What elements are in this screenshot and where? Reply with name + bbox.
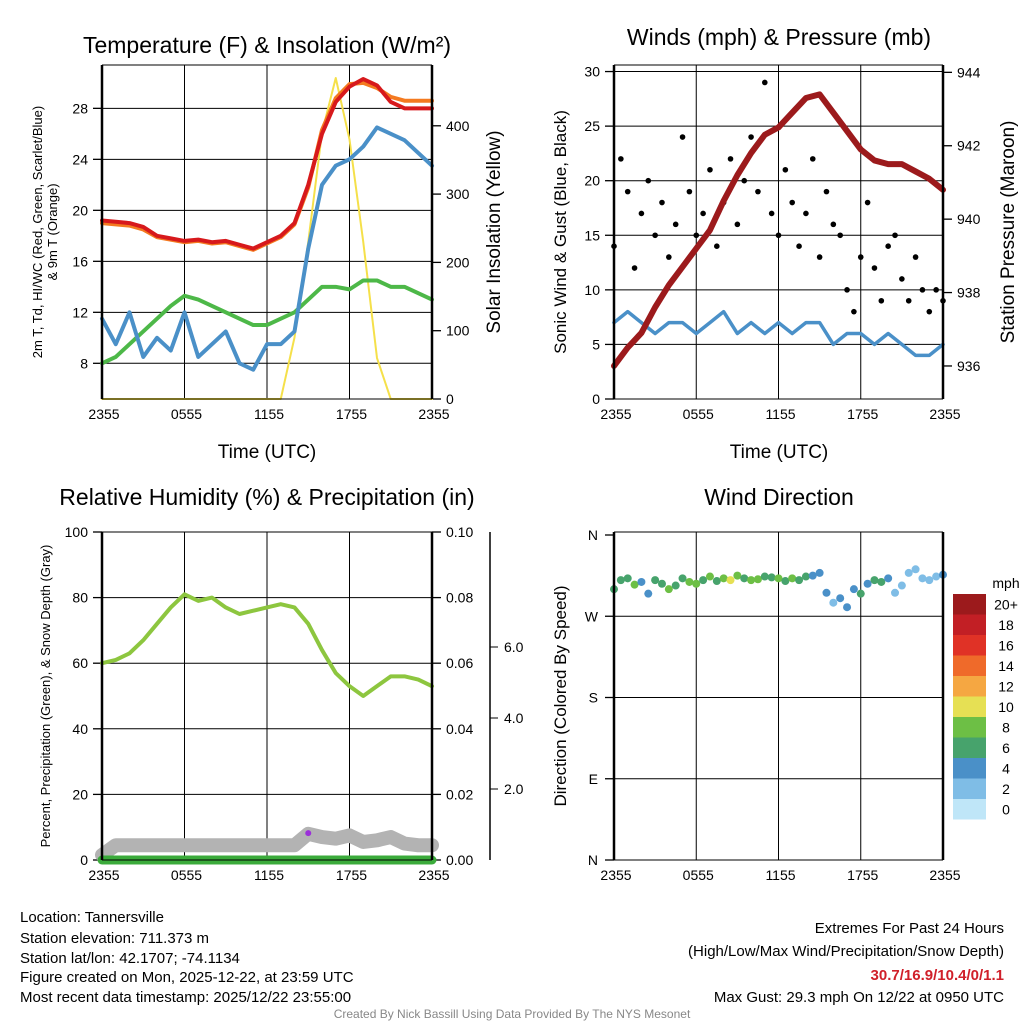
gust-point bbox=[858, 254, 864, 260]
rh-right-tick-label: 0.04 bbox=[446, 720, 474, 737]
wind-x-label: Time (UTC) bbox=[729, 442, 829, 463]
temp-left-tick-label: 20 bbox=[72, 202, 88, 219]
temp-left-tick-label: 12 bbox=[72, 304, 88, 321]
direction-point bbox=[699, 576, 707, 584]
gust-point bbox=[700, 211, 706, 217]
gust-point bbox=[707, 167, 713, 173]
gust-point bbox=[831, 222, 837, 228]
colorbar-swatch bbox=[953, 799, 986, 820]
gust-point bbox=[810, 156, 816, 162]
temp-y-right-label: Solar Insolation (Yellow) bbox=[484, 130, 505, 334]
gust-point bbox=[618, 156, 624, 162]
gust-point bbox=[796, 243, 802, 249]
colorbar-label: 6 bbox=[1002, 739, 1010, 756]
direction-point bbox=[651, 576, 659, 584]
direction-point bbox=[754, 575, 762, 583]
wind-chart-title: Winds (mph) & Pressure (mb) bbox=[626, 24, 932, 50]
colorbar-swatch bbox=[953, 717, 986, 738]
rh-left-tick-label: 0 bbox=[80, 852, 88, 868]
temp-x-tick-label: 1155 bbox=[253, 406, 285, 422]
wind-right-tick-label: 938 bbox=[957, 284, 981, 301]
direction-point bbox=[658, 580, 666, 588]
direction-point bbox=[898, 582, 906, 590]
footer-recent: Most recent data timestamp: 2025/12/22 23:55:00 bbox=[20, 989, 352, 1006]
rh-left-tick-label: 80 bbox=[72, 589, 88, 606]
direction-point bbox=[932, 573, 940, 581]
gust-point bbox=[844, 287, 850, 293]
gust-point bbox=[693, 232, 699, 238]
gust-point bbox=[762, 80, 768, 86]
gust-point bbox=[817, 254, 823, 260]
direction-point bbox=[781, 577, 789, 585]
colorbar-label: 4 bbox=[1002, 760, 1010, 777]
wind-x-tick-label: 2355 bbox=[600, 406, 632, 422]
rh-x-tick-label: 1155 bbox=[253, 867, 285, 883]
footer-created: Figure created on Mon, 2025-12-22, at 23:59 UTC bbox=[20, 969, 354, 986]
wind-plot bbox=[584, 64, 980, 422]
gust-point bbox=[872, 265, 878, 271]
wind-left-tick-label: 25 bbox=[584, 118, 600, 135]
wind-left-tick-label: 15 bbox=[584, 227, 600, 244]
gust-point bbox=[879, 298, 885, 304]
direction-x-tick-label: 2355 bbox=[600, 867, 632, 883]
temp-x-tick-label: 1755 bbox=[335, 406, 368, 422]
rh-right-tick-label: 0.02 bbox=[446, 786, 474, 803]
gust-point bbox=[824, 189, 830, 195]
direction-point bbox=[637, 578, 645, 586]
direction-y-label: Direction (Colored By Speed) bbox=[551, 585, 570, 807]
direction-point bbox=[775, 574, 783, 582]
wind-x-tick-label: 1755 bbox=[847, 406, 879, 422]
direction-x-tick-label: 2355 bbox=[929, 867, 961, 883]
colorbar-swatch bbox=[953, 738, 986, 759]
colorbar-label: 0 bbox=[1002, 801, 1010, 818]
temp-y-label-line2: & 9m T (Orange) bbox=[45, 183, 60, 281]
direction-point bbox=[679, 574, 687, 582]
direction-tick-label: W bbox=[584, 608, 598, 625]
temp-x-tick-label: 2355 bbox=[418, 406, 450, 422]
rh-x-tick-label: 0555 bbox=[170, 867, 203, 883]
direction-point bbox=[644, 590, 652, 598]
gust-point bbox=[885, 243, 891, 249]
wind-left-tick-label: 30 bbox=[584, 63, 600, 80]
gust-point bbox=[632, 265, 638, 271]
rh-right-tick-label: 0.06 bbox=[446, 655, 474, 672]
extremes-title: Extremes For Past 24 Hours bbox=[814, 920, 1004, 937]
gust-point bbox=[851, 309, 857, 315]
gust-point bbox=[899, 276, 905, 282]
gust-point bbox=[639, 211, 645, 217]
direction-chart-title: Wind Direction bbox=[704, 484, 854, 510]
temp-right-tick-label: 400 bbox=[446, 117, 470, 134]
direction-point bbox=[665, 585, 673, 593]
footer-elevation: Station elevation: 711.373 m bbox=[20, 930, 210, 947]
direction-plot bbox=[585, 527, 1018, 883]
colorbar-label: 12 bbox=[998, 678, 1014, 695]
wind-right-tick-label: 940 bbox=[957, 211, 981, 228]
colorbar-label: 14 bbox=[998, 657, 1014, 674]
max-gust: Max Gust: 29.3 mph On 12/22 at 0950 UTC bbox=[713, 989, 1004, 1006]
wind-left-tick-label: 5 bbox=[592, 336, 600, 353]
gust-point bbox=[920, 287, 926, 293]
direction-tick-label: N bbox=[587, 527, 598, 543]
wind-left-tick-label: 0 bbox=[592, 391, 600, 407]
direction-point bbox=[631, 581, 639, 589]
direction-point bbox=[836, 594, 844, 602]
colorbar-swatch bbox=[953, 656, 986, 677]
direction-x-tick-label: 1755 bbox=[847, 867, 879, 883]
direction-point bbox=[857, 590, 865, 598]
rh-left-tick-label: 40 bbox=[72, 720, 88, 737]
snow-axis-tick-label: 6.0 bbox=[504, 639, 524, 655]
direction-point bbox=[925, 576, 933, 584]
temp-left-tick-label: 16 bbox=[72, 253, 88, 270]
direction-point bbox=[685, 578, 693, 586]
wind-right-tick-label: 942 bbox=[957, 137, 981, 154]
temp-x-tick-label: 0555 bbox=[170, 406, 203, 422]
direction-point bbox=[884, 574, 892, 582]
colorbar-label: 16 bbox=[998, 637, 1014, 654]
temp-y-label-line1: 2m T, Td, HI/WC (Red, Green, Scarlet/Blue) bbox=[30, 105, 45, 359]
gust-point bbox=[659, 200, 665, 206]
colorbar-swatch bbox=[953, 779, 986, 800]
direction-point bbox=[672, 582, 680, 590]
direction-point bbox=[733, 572, 741, 580]
gust-point bbox=[913, 254, 919, 260]
colorbar-label: 20+ bbox=[994, 596, 1018, 613]
colorbar-title: mph bbox=[992, 575, 1020, 591]
rh-left-tick-label: 60 bbox=[72, 655, 88, 672]
gust-point bbox=[673, 222, 679, 228]
temp-right-tick-label: 100 bbox=[446, 322, 470, 339]
direction-point bbox=[829, 599, 837, 607]
direction-point bbox=[761, 573, 769, 581]
direction-point bbox=[822, 589, 830, 597]
gust-point bbox=[865, 200, 871, 206]
wind-right-tick-label: 936 bbox=[957, 357, 981, 374]
colorbar-swatch bbox=[953, 615, 986, 636]
precip-marker bbox=[305, 830, 311, 836]
gust-point bbox=[906, 298, 912, 304]
rh-left-tick-label: 20 bbox=[72, 786, 88, 803]
direction-point bbox=[720, 574, 728, 582]
direction-point bbox=[918, 574, 926, 582]
wind-x-tick-label: 0555 bbox=[682, 406, 714, 422]
gust-point bbox=[776, 232, 782, 238]
direction-point bbox=[727, 576, 735, 584]
gust-point bbox=[687, 189, 693, 195]
colorbar-label: 10 bbox=[998, 698, 1014, 715]
gust-point bbox=[625, 189, 631, 195]
temp-right-tick-label: 0 bbox=[446, 391, 454, 407]
colorbar-swatch bbox=[953, 676, 986, 697]
direction-tick-label: N bbox=[587, 852, 598, 868]
temp-x-label: Time (UTC) bbox=[217, 442, 317, 463]
wind-left-tick-label: 20 bbox=[584, 172, 600, 189]
direction-point bbox=[788, 574, 796, 582]
direction-point bbox=[740, 574, 748, 582]
gust-point bbox=[714, 243, 720, 249]
temp-left-tick-label: 24 bbox=[72, 151, 88, 168]
direction-x-tick-label: 0555 bbox=[682, 867, 714, 883]
extremes-values: 30.7/16.9/10.4/0/1.1 bbox=[870, 967, 1004, 984]
rh-chart-title: Relative Humidity (%) & Precipitation (in) bbox=[59, 484, 475, 510]
temp-left-tick-label: 28 bbox=[72, 100, 88, 117]
gust-point bbox=[652, 232, 658, 238]
direction-point bbox=[843, 603, 851, 611]
rh-right-tick-label: 0.00 bbox=[446, 852, 474, 868]
colorbar-label: 2 bbox=[1002, 780, 1010, 797]
direction-point bbox=[795, 576, 803, 584]
wind-x-tick-label: 2355 bbox=[929, 406, 961, 422]
gust-point bbox=[926, 309, 932, 315]
direction-point bbox=[912, 565, 920, 573]
direction-x-tick-label: 1155 bbox=[765, 867, 796, 883]
direction-tick-label: E bbox=[588, 770, 598, 787]
gust-point bbox=[755, 189, 761, 195]
direction-point bbox=[816, 569, 824, 577]
wind-y-label: Sonic Wind & Gust (Blue, Black) bbox=[551, 110, 570, 354]
rh-y-label: Percent, Precipitation (Green), & Snow Depth (Gray) bbox=[38, 544, 53, 848]
direction-point bbox=[864, 580, 872, 588]
rh-x-tick-label: 1755 bbox=[335, 867, 368, 883]
direction-point bbox=[706, 573, 714, 581]
direction-tick-label: S bbox=[588, 689, 598, 706]
snow-axis-tick-label: 4.0 bbox=[504, 710, 524, 726]
wind-x-tick-label: 1155 bbox=[765, 406, 796, 422]
footer-location: Location: Tannersville bbox=[20, 909, 164, 926]
gust-point bbox=[741, 178, 747, 184]
direction-point bbox=[747, 576, 755, 584]
temp-chart-title: Temperature (F) & Insolation (W/m²) bbox=[82, 32, 452, 58]
direction-point bbox=[692, 580, 700, 588]
direction-point bbox=[870, 576, 878, 584]
gust-point bbox=[837, 232, 843, 238]
gust-point bbox=[892, 232, 898, 238]
temp-right-tick-label: 300 bbox=[446, 186, 470, 203]
rh-x-tick-label: 2355 bbox=[418, 867, 450, 883]
direction-point bbox=[809, 572, 817, 580]
rh-x-tick-label: 2355 bbox=[88, 867, 120, 883]
direction-point bbox=[891, 589, 899, 597]
direction-point bbox=[905, 569, 913, 577]
gust-point bbox=[748, 134, 754, 140]
direction-point bbox=[624, 574, 632, 582]
colorbar-swatch bbox=[953, 594, 986, 615]
colorbar-swatch bbox=[953, 758, 986, 779]
rh-right-tick-label: 0.08 bbox=[446, 589, 474, 606]
gust-point bbox=[728, 156, 734, 162]
direction-point bbox=[802, 573, 810, 581]
colorbar-swatch bbox=[953, 635, 986, 656]
gust-point bbox=[803, 211, 809, 217]
snow-axis-tick-label: 2.0 bbox=[504, 781, 524, 797]
gust-point bbox=[666, 254, 672, 260]
temp-left-tick-label: 8 bbox=[80, 355, 88, 372]
direction-point bbox=[877, 578, 885, 586]
gust-point bbox=[680, 134, 686, 140]
wind-y-right-label: Station Pressure (Maroon) bbox=[998, 120, 1019, 344]
rh-left-tick-label: 100 bbox=[64, 524, 88, 540]
temp-right-tick-label: 200 bbox=[446, 254, 470, 271]
colorbar-label: 18 bbox=[998, 616, 1014, 633]
temp-x-tick-label: 2355 bbox=[88, 406, 120, 422]
wind-left-tick-label: 10 bbox=[584, 281, 600, 298]
gust-point bbox=[769, 211, 775, 217]
rh-right-tick-label: 0.10 bbox=[446, 524, 474, 540]
temp-plot bbox=[72, 65, 469, 422]
gust-point bbox=[933, 287, 939, 293]
gust-point bbox=[783, 167, 789, 173]
colorbar-label: 8 bbox=[1002, 719, 1010, 736]
gust-point bbox=[735, 222, 741, 228]
rh-plot bbox=[65, 524, 524, 883]
direction-point bbox=[617, 576, 625, 584]
gust-point bbox=[645, 178, 651, 184]
extremes-subtitle: (High/Low/Max Wind/Precipitation/Snow Depth) bbox=[688, 943, 1004, 960]
direction-point bbox=[713, 577, 721, 585]
wind-right-tick-label: 944 bbox=[957, 64, 981, 81]
credit-line: Created By Nick Bassill Using Data Provided By The NYS Mesonet bbox=[333, 1007, 691, 1021]
direction-point bbox=[850, 585, 858, 593]
footer-latlon: Station lat/lon: 42.1707; -74.1134 bbox=[20, 950, 240, 967]
gust-point bbox=[789, 200, 795, 206]
colorbar-swatch bbox=[953, 697, 986, 718]
direction-point bbox=[768, 573, 776, 581]
